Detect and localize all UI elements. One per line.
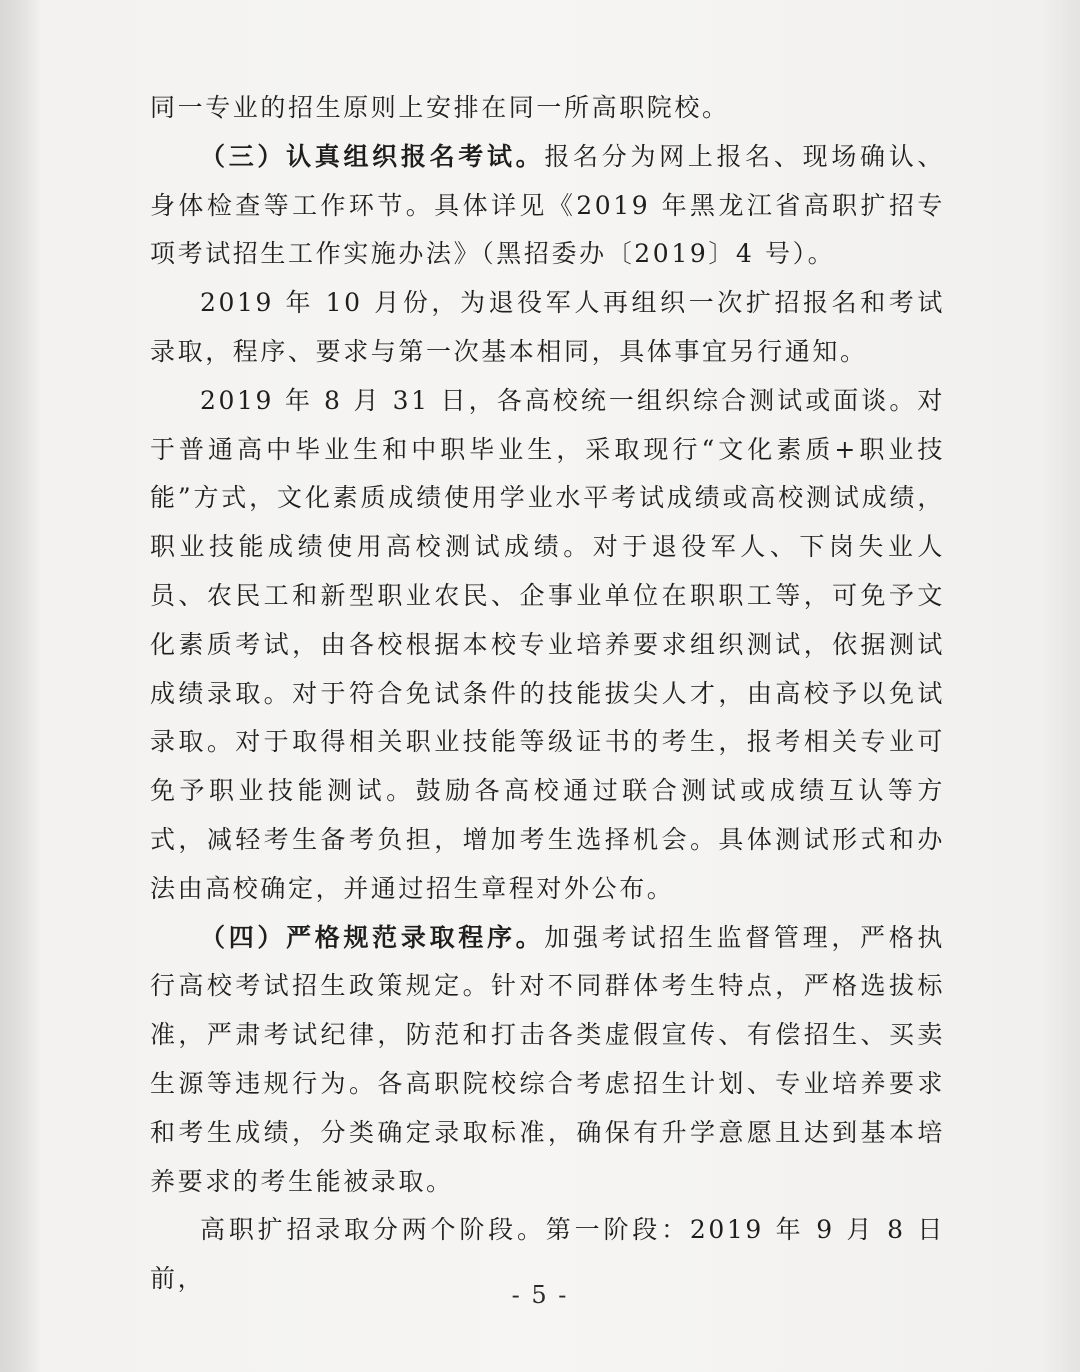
section-heading-3: （三）认真组织报名考试。 <box>200 141 545 171</box>
paragraph-admission-body: 加强考试招生监督管理，严格执行高校考试招生政策规定。针对不同群体考生特点，严格选拔标准，严肃考试纪律，防范和打击各类虚假宣传、有偿招生、买卖生源等违规行为。各高职院校综合考虑招生计划、专业培养要求和考生成绩，分类确定录取标准，确保有升学意愿且达到基本培养要求的考生能被录取。 <box>150 922 946 1196</box>
page-number: - 5 - <box>511 1281 569 1309</box>
paragraph-registration <box>150 133 945 279</box>
paragraph-continuation: 同一专业的招生原则上安排在同一所高职院校。 <box>150 93 730 122</box>
paragraph-admission <box>150 914 945 1207</box>
paragraph-stages: 高职扩招录取分两个阶段。第一阶段：2019 年 9 月 8 日前， <box>150 1215 945 1294</box>
section-heading-4: （四）严格规范录取程序。 <box>200 922 545 952</box>
scan-shadow <box>0 0 42 1372</box>
paragraph-veterans: 2019 年 10 月份，为退役军人再组织一次扩招报名和考试录取，程序、要求与第一次基本相同，具体事宜另行通知。 <box>150 288 945 366</box>
paragraph-registration-body: 报名分为网上报名、现场确认、身体检查等工作环节。具体详见《2019 年黑龙江省高职扩招专项考试招生工作实施办法》（黑招委办〔2019〕4 号）。 <box>150 141 946 269</box>
document-body <box>150 84 945 1304</box>
paragraph-testing: 2019 年 8 月 31 日，各高校统一组织综合测试或面谈。对于普通高中毕业生和中职毕业生，采取现行“文化素质+职业技能”方式，文化素质成绩使用学业水平考试成绩或高校测试成绩，职业技能成绩使用高校测试成绩。对于退役军人、下岗失业人员、农民工和新型职业农民、企事业单位在职职工等，可免予文化素质考试，由各校根据本校专业培养要求组织测试，依据测试成绩录取。对于符合免试条件的技能拔尖人才，由高校予以免试录取。对于取得相关职业技能等级证书的考生，报考相关专业可免予职业技能测试。鼓励各高校通过联合测试或成绩互认等方式，减轻考生备考负担，增加考生选择机会。具体测试形式和办法由高校确定，并通过招生章程对外公布。 <box>150 385 945 903</box>
